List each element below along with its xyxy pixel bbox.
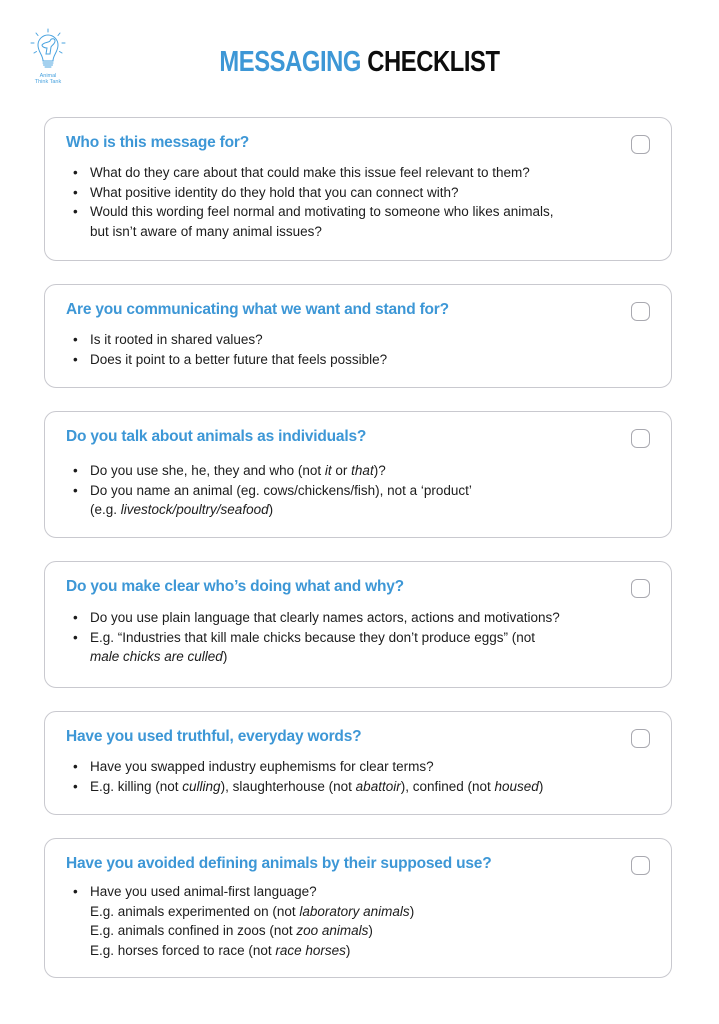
bullet-icon: • <box>73 351 78 367</box>
list-item <box>69 350 651 370</box>
bullet-icon: • <box>73 165 78 180</box>
item-text: E.g. killing (not <box>90 778 183 794</box>
item-text: Is it rooted in shared values? <box>90 332 263 347</box>
card-heading: Do you make clear who’s doing what and why? <box>66 578 404 595</box>
page-title <box>65 44 655 80</box>
list-item <box>69 882 651 960</box>
bullet-icon: • <box>73 463 78 478</box>
item-text: E.g. “Industries that kill male chicks because they don’t produce eggs” (not <box>90 629 535 645</box>
bullet-icon: • <box>73 884 78 899</box>
checklist-card-words <box>44 711 672 815</box>
list-item <box>69 481 651 520</box>
item-italic: culling <box>182 778 221 794</box>
item-text: ), confined (not <box>400 778 495 794</box>
checkbox[interactable] <box>631 302 650 321</box>
item-italic: livestock/poultry/seafood <box>120 502 269 517</box>
list-item <box>69 608 651 628</box>
card-heading: Have you avoided defining animals by their supposed use? <box>66 855 492 872</box>
checklist-card-actors <box>44 561 672 688</box>
example-text: ) <box>409 903 415 919</box>
item-text: or <box>331 463 352 478</box>
card-items <box>69 757 651 796</box>
list-item <box>69 183 651 203</box>
list-item <box>69 628 651 667</box>
checklist-card-use <box>44 838 672 978</box>
bullet-icon: • <box>73 629 78 645</box>
example-italic: laboratory animals <box>299 903 410 919</box>
card-items <box>69 608 651 667</box>
bullet-icon: • <box>73 204 78 219</box>
bullet-icon: • <box>73 610 78 625</box>
item-text: ) <box>538 778 544 794</box>
example-line <box>90 902 651 922</box>
checkbox[interactable] <box>631 135 650 154</box>
example-line <box>90 941 651 961</box>
list-item <box>69 757 651 777</box>
card-heading: Who is this message for? <box>66 134 249 151</box>
item-italic: male chicks are culled <box>90 649 223 664</box>
example-text: ) <box>345 942 351 958</box>
bullet-icon: • <box>73 778 78 794</box>
list-item <box>69 163 651 183</box>
card-heading: Are you communicating what we want and stand for? <box>66 301 449 318</box>
lightbulb-animal-icon <box>30 28 66 72</box>
checkbox[interactable] <box>631 429 650 448</box>
title-rest: CHECKLIST <box>367 46 500 78</box>
item-text: Have you used animal-first language? <box>90 884 317 899</box>
item-text: (e.g. <box>90 502 121 517</box>
example-text: ) <box>368 923 373 938</box>
bullet-icon: • <box>73 759 78 774</box>
item-text: ), slaughterhouse (not <box>220 778 356 794</box>
card-items <box>69 461 651 520</box>
item-text: Does it point to a better future that feels possible? <box>90 351 388 367</box>
logo-line-1: Animal <box>39 73 57 79</box>
example-text: E.g. animals experimented on (not <box>90 903 300 919</box>
card-items <box>69 330 651 369</box>
logo-line-2: Think Tank <box>34 79 62 85</box>
example-italic: zoo animals <box>296 923 369 938</box>
item-text: Do you use plain language that clearly names actors, actions and motivations? <box>90 610 560 625</box>
item-text: Do you use she, he, they and who (not <box>90 463 325 478</box>
checkbox[interactable] <box>631 729 650 748</box>
list-item <box>69 461 651 481</box>
example-text: E.g. animals confined in zoos (not <box>90 923 297 938</box>
title-accent: MESSAGING <box>219 46 362 78</box>
logo-text <box>35 73 62 85</box>
card-heading: Do you talk about animals as individuals? <box>66 428 367 445</box>
item-italic: that <box>351 463 374 478</box>
bullet-icon: • <box>73 184 78 200</box>
logo <box>26 28 70 92</box>
item-text: What do they care about that could make this issue feel relevant to them? <box>90 165 530 180</box>
card-heading: Have you used truthful, everyday words? <box>66 728 362 745</box>
list-item <box>69 202 651 241</box>
checklist-card-audience <box>44 117 672 261</box>
item-text: ) <box>268 502 274 517</box>
list-item <box>69 777 651 797</box>
card-items <box>69 163 651 241</box>
item-text: Have you swapped industry euphemisms for clear terms? <box>90 759 434 774</box>
item-text: What positive identity do they hold that you can connect with? <box>90 184 459 200</box>
example-line <box>90 921 651 941</box>
checklist-card-values <box>44 284 672 388</box>
item-text: Do you name an animal (eg. cows/chickens/fish), not a ‘product’ <box>90 482 472 498</box>
card-items <box>69 882 651 960</box>
item-italic: abattoir <box>355 778 401 794</box>
item-italic: housed <box>494 778 539 794</box>
checkbox[interactable] <box>631 579 650 598</box>
item-text: )? <box>373 463 386 478</box>
item-text: ) <box>222 649 228 664</box>
item-text: Would this wording feel normal and motivating to someone who likes animals, but isn’t aware of many animal issues? <box>90 204 554 239</box>
list-item <box>69 330 651 350</box>
example-text: E.g. horses forced to race (not <box>90 942 276 958</box>
item-italic: it <box>324 463 332 478</box>
bullet-icon: • <box>73 482 78 498</box>
example-italic: race horses <box>275 942 346 958</box>
bullet-icon: • <box>73 332 78 347</box>
checkbox[interactable] <box>631 856 650 875</box>
checklist-card-individuals <box>44 411 672 538</box>
